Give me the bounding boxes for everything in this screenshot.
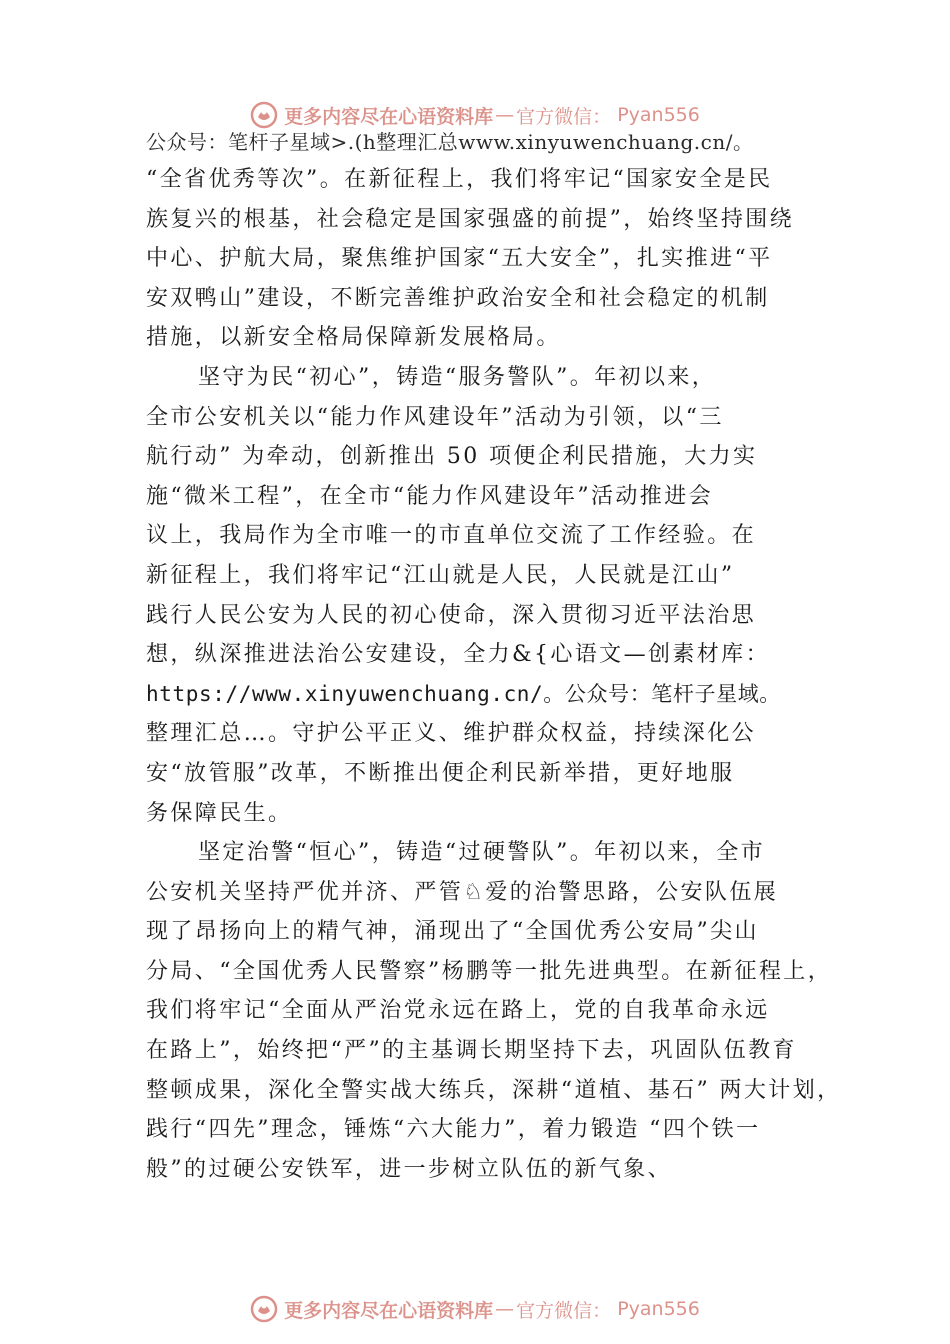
text-line: 般”的过硬公安铁军，进一步树立队伍的新气象、 <box>146 1156 673 1182</box>
watermark-text: 更多内容尽在心语资料库 <box>284 1299 494 1322</box>
text-line: 践行“四先”理念，锤炼“六大能力”，着力锻造 “四个铁一 <box>146 1117 761 1143</box>
text-line: 安双鸭山”建设，不断完善维护政治安全和社会稳定的机制 <box>146 285 770 311</box>
watermark-wechat-label: 官方微信： <box>516 105 612 128</box>
watermark-dash: — <box>495 1298 515 1320</box>
text-line: 整顿成果，深化全警实战大练兵，深耕“道植、基石” 两大计划， <box>146 1077 842 1103</box>
url-line: https://www.xinyuwenchuang.cn/。公众号：笔杆子星域。 <box>146 681 781 706</box>
paragraph-start-line: 坚定治警“恒心”，铸造“过硬警队”。年初以来，全市 <box>198 840 765 866</box>
watermark-dash: — <box>495 104 515 126</box>
text-line: 想，纵深推进法治公安建设，全力&{心语文—创素材库： <box>146 642 770 668</box>
text-line: 在路上”，始终把“严”的主基调长期坚持下去，巩固队伍教育 <box>146 1038 797 1064</box>
text-line: “全省优秀等次”。在新征程上，我们将牢记“国家安全是民 <box>146 167 773 192</box>
text-line: 族复兴的根基，社会稳定是国家强盛的前提”，始终坚持围绕 <box>146 206 795 232</box>
text-line: 全市公安机关以“能力作风建设年”活动为引领，以“三 <box>146 404 724 430</box>
watermark-wechat-id: Pyan556 <box>617 1298 700 1320</box>
brand-logo-icon <box>250 1295 278 1323</box>
text-line: 整理汇总…。守护公平正义、维护群众权益，持续深化公 <box>146 721 757 747</box>
text-line: 我们将牢记“全面从严治党永远在路上，党的自我革命永远 <box>146 998 770 1024</box>
watermark-text: 更多内容尽在心语资料库 <box>284 105 494 128</box>
watermark-wechat-id: Pyan556 <box>617 104 700 126</box>
text-line: 现了昂扬向上的精气神，涌现出了“全国优秀公安局”尖山 <box>146 919 759 945</box>
paragraph-start-line: 坚守为民“初心”，铸造“服务警队”。年初以来， <box>198 364 717 390</box>
body-text <box>146 160 846 1189</box>
text-line: 践行人民公安为人民的初心使命，深入贯彻习近平法治思 <box>146 602 757 628</box>
text-line: 公安机关坚持严优并济、严管♘爱的治警思路，公安队伍展 <box>146 879 779 905</box>
text-line: 分局、“全国优秀人民警察”杨鹏等一批先进典型。在新征程上， <box>146 958 833 984</box>
text-line: 施“微米工程”，在全市“能力作风建设年”活动推进会 <box>146 483 713 509</box>
text-line: 新征程上，我们将牢记“江山就是人民，人民就是江山” <box>146 562 735 588</box>
watermark-bottom <box>0 1292 950 1326</box>
text-line: 务保障民生。 <box>146 800 293 826</box>
text-line: 中心、护航大局，聚焦维护国家“五大安全”，扎实推进“平 <box>146 246 773 272</box>
text-line: 议上，我局作为全市唯一的市直单位交流了工作经验。在 <box>146 523 757 549</box>
text-line: 安“放管服”改革，不断推出便企利民新举措，更好地服 <box>146 760 735 786</box>
text-line: 措施，以新安全格局保障新发展格局。 <box>146 325 561 351</box>
watermark-wechat-label: 官方微信： <box>516 1299 612 1322</box>
text-line: 航行动” 为牵动，创新推出 50 项便企利民措施，大力实 <box>146 444 758 470</box>
header-line: 公众号：笔杆子星域>.(h整理汇总www.xinyuwenchuang.cn/。 <box>146 130 754 154</box>
